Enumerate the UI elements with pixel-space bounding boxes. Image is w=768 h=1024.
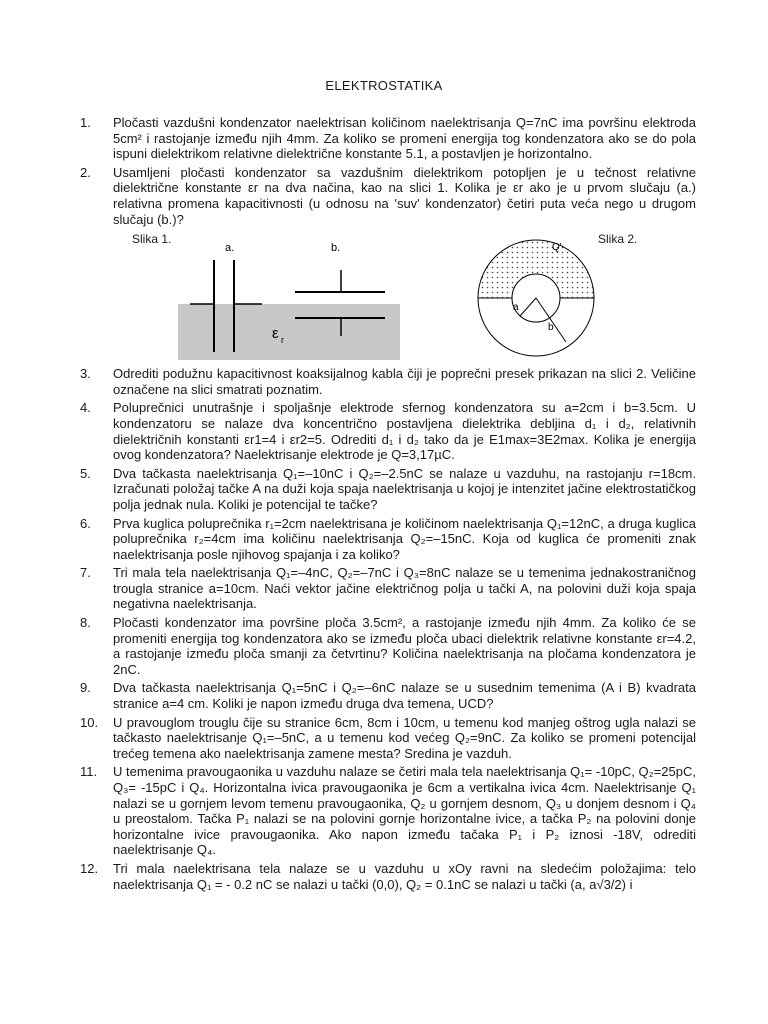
problem-number: 9. xyxy=(80,680,91,696)
problem-number: 6. xyxy=(80,515,91,531)
problem-number: 3. xyxy=(80,366,91,382)
upper-dielectric xyxy=(478,240,594,298)
radius-b-label: b xyxy=(548,322,554,334)
problem-text: Pločasti kondenzator ima površine ploča 3.5cm², a rastojanje između njih 4mm. Za koliko će se promeniti energija tog kondenzatora ako se između ploča ubaci dielektrik relativne konstante εr=4.2, a rastojanje između ploča smanji za četvrtinu? Količina naelektrisanja na pločama kondenzatora je 2nC. xyxy=(113,615,696,677)
problem-10 xyxy=(80,715,696,762)
problem-text: Pločasti vazdušni kondenzator naelektrisan količinom naelektrisanja Q=7nC ima površinu elektroda 5cm² i rastojanje između njih 4mm. Za koliko se promeni energija tog kondenzatora ako se do pola ispuni dielektrikom relativne dielektrične konstante 5.1, a postavljen je horizontalno. xyxy=(113,115,696,162)
radius-a-line xyxy=(520,298,536,316)
problem-number: 11. xyxy=(80,764,98,780)
slika-1-label: Slika 1. xyxy=(132,232,172,247)
epsilon-symbol: ε xyxy=(272,325,279,343)
problem-text: Dva tačkasta naelektrisanja Q₁=–10nC i Q₂=–2.5nC se nalaze u vazduhu, na rastojanju r=18cm. Izračunati položaj tačke A na duži koja spaja naelektrisanja u kojoj je intenzitet jačine elektrostatičkog polja jednak nula. Koliki je potencijal te tačke? xyxy=(113,465,696,512)
problem-text: Prva kuglica poluprečnika r₁=2cm naelektrisana je količinom naelektrisanja Q₁=12nC, a druga kuglica poluprečnika r₂=4cm ima količinu naelektrisanja Q₂=–15nC. Koja od kuglica će promeniti znak naelektrisanja posle njihovog spajanja i za koliko? xyxy=(113,515,696,562)
problem-11 xyxy=(80,764,696,858)
problem-number: 4. xyxy=(80,400,91,416)
radius-b-line xyxy=(536,298,566,342)
problem-text: U pravouglom trouglu čije su stranice 6cm, 8cm i 10cm, u temenu kod manjeg oštrog ugla nalazi se tačkasto naelektrisanje Q₁=–5nC, a u temenu kod većeg Q₂=9nC. Za koliko se promeni potencijal trećeg temena ako naelektrisanja zamene mesta? Sredina je vazduh. xyxy=(113,714,696,761)
epsilon-subscript: r xyxy=(281,335,284,346)
figures-svg xyxy=(80,230,696,360)
problem-number: 7. xyxy=(80,565,91,581)
slika-2-label: Slika 2. xyxy=(598,232,638,247)
problem-7 xyxy=(80,565,696,612)
problem-6 xyxy=(80,516,696,563)
problem-8 xyxy=(80,615,696,677)
problem-9 xyxy=(80,680,696,711)
problem-1 xyxy=(80,115,696,162)
problem-number: 12. xyxy=(80,860,99,876)
dielectric-liquid xyxy=(178,304,400,360)
problem-4 xyxy=(80,400,696,462)
problem-text: Tri mala tela naelektrisanja Q₁=–4nC, Q₂=–7nC i Q₃=8nC nalaze se u temenima jednakostraničnog trougla stranice a=10cm. Naći vektor jačine električnog polja u tački A, na polovini duži koja spaja negativna naelektrisanja. xyxy=(113,565,696,612)
problem-number: 1. xyxy=(80,115,91,130)
problem-text: Dva tačkasta naelektrisanja Q₁=5nC i Q₂=–6nC nalaze se u susednim temenima (A i B) kvadrata stranice a=4 cm. Koliki je napon između druga dva temena, UCD? xyxy=(113,680,696,712)
problem-text: Poluprečnici unutrašnje i spoljašnje elektrode sfernog kondenzatora su a=2cm i b=3.5cm. U kondenzatoru se nalaze dva koncentrično postavljena dielektrika debljina d₁ i d₂, relativnih dielektričnih konstanti εr1=4 i εr2=5. Odrediti d₁ i d₂ tako da je E1max=3E2max. Kolika je energija ovog kondenzatora? Naelektrisanje elektrode je Q=3,17µC. xyxy=(113,400,696,463)
problem-2 xyxy=(80,165,696,227)
problem-5 xyxy=(80,466,696,513)
problem-text: Odrediti podužnu kapacitivnost koaksijalnog kabla čiji je poprečni presek prikazan na slici 2. Veličine označene na slici smatrati poznatim. xyxy=(113,366,696,397)
label-a: a. xyxy=(225,242,235,255)
figures-row xyxy=(80,230,696,360)
problem-3 xyxy=(80,366,696,397)
problem-12 xyxy=(80,861,696,892)
problem-number: 8. xyxy=(80,615,91,631)
problem-number: 5. xyxy=(80,465,91,481)
problem-list xyxy=(80,115,696,895)
problem-number: 10. xyxy=(80,714,99,730)
problem-text: U temenima pravougaonika u vazduhu nalaze se četiri mala tela naelektrisanja Q₁= -10pC, Q₂=25pC, Q₃= -15pC i Q₄. Horizontalna ivica pravougaonika je 6cm a vertikalna ivica 4cm. Naelektrisanje Q₁ nalazi se u gornjem levom temenu pravougaonika, Q₂ u gornjem desnom, Q₃ u donjem desnom i Q₄ u preostalom. Tačka P₁ nalazi se na polovini gornje horizontalne ivice, a tačka P₂ na polovini donje horizontalne ivice pravougaonika. Ako napon između tačaka P₁ i P₂ iznosi -18V, odrediti naelektrisanje Q₄. xyxy=(113,764,696,858)
q-prime-label: Q' xyxy=(552,242,562,254)
problem-number: 2. xyxy=(80,164,91,180)
page-title: ELEKTROSTATIKA xyxy=(325,78,443,93)
label-b: b. xyxy=(331,242,341,255)
radius-a-label: a xyxy=(513,302,519,314)
problem-text: Usamljeni pločasti kondenzator sa vazdušnim dielektrikom potopljen je u tečnost relativne dielektrične konstante εr na dva načina, kao na slici 1. Kolika je εr ako je u prvom slučaju (a.) relativna promena kapacitivnosti (u odnosu na 'suv' kondenzator) četiri puta veća nego u drugom slučaju (b.)? xyxy=(113,164,696,227)
problem-text: Tri mala naelektrisana tela nalaze se u vazduhu u xOy ravni na sledećim položajima: telo naelektrisanja Q₁ = - 0.2 nC se nalazi u tački (0,0), Q₂ = 0.1nC se nalazi u tački (a, a√3/2) i xyxy=(113,860,696,892)
